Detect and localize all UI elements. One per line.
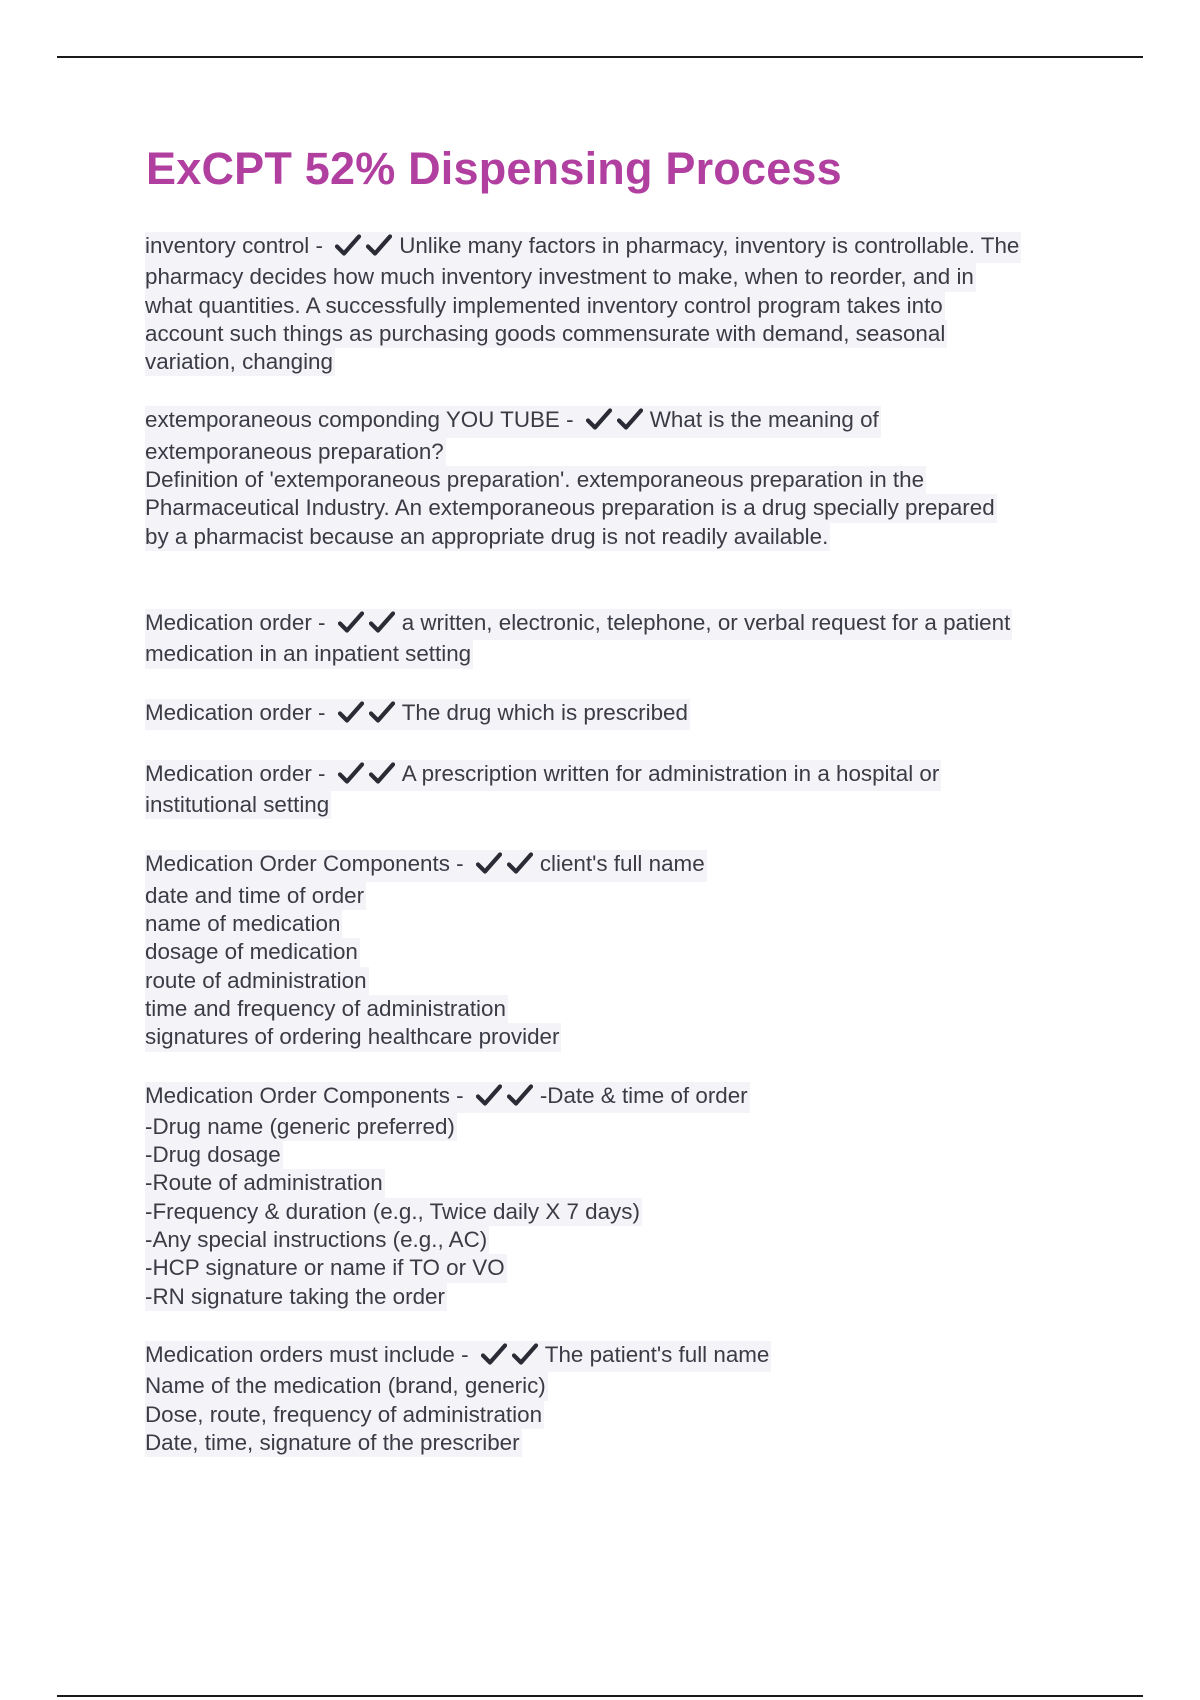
check-mark-icon bbox=[512, 1343, 538, 1365]
flashcard-entry bbox=[145, 1082, 1085, 1311]
line-highlight bbox=[145, 263, 976, 291]
line-highlight bbox=[145, 967, 369, 995]
entry-line bbox=[145, 850, 1085, 881]
entry-definition: -HCP signature or name if TO or VO bbox=[145, 1255, 505, 1281]
line-highlight bbox=[145, 1283, 447, 1311]
entry-definition: -Frequency & duration (e.g., Twice daily X 7 days) bbox=[145, 1198, 640, 1224]
entry-definition: extemporaneous preparation? bbox=[145, 438, 444, 464]
entry-term: Medication order bbox=[145, 609, 312, 635]
entry-line bbox=[145, 1198, 1085, 1226]
entry-line bbox=[145, 320, 1085, 348]
flashcard-entry bbox=[145, 699, 1085, 730]
flashcard-entry bbox=[145, 406, 1085, 550]
entry-line bbox=[145, 1341, 1085, 1372]
entry-definition: by a pharmacist because an appropriate drug is not readily available. bbox=[145, 523, 829, 549]
entry-term: Medication order bbox=[145, 699, 312, 725]
entry-term: Medication Order Components bbox=[145, 1082, 450, 1108]
entry-definition: The patient's full name bbox=[544, 1341, 770, 1367]
entry-separator: - bbox=[309, 233, 330, 258]
entry-definition: The drug which is prescribed bbox=[401, 699, 688, 725]
line-highlight bbox=[145, 1429, 522, 1457]
line-highlight bbox=[145, 466, 926, 494]
entry-line bbox=[145, 466, 1085, 494]
entry-line bbox=[145, 791, 1085, 819]
entry-term: Medication orders must include bbox=[145, 1341, 455, 1367]
line-highlight bbox=[145, 523, 830, 551]
answer-checks bbox=[335, 234, 397, 263]
entry-line bbox=[145, 1169, 1085, 1197]
entry-definition: time and frequency of administration bbox=[145, 995, 506, 1021]
line-highlight bbox=[145, 609, 1012, 640]
entry-definition: Pharmaceutical Industry. An extemporaneous preparation is a drug specially prepared bbox=[145, 495, 995, 521]
entry-separator: - bbox=[454, 1341, 475, 1367]
entry-definition: pharmacy decides how much inventory investment to make, when to reorder, and in bbox=[145, 264, 974, 290]
line-highlight bbox=[145, 791, 331, 819]
line-highlight bbox=[145, 910, 342, 938]
footer-divider bbox=[57, 1695, 1143, 1697]
entry-line bbox=[145, 910, 1085, 938]
check-mark-icon bbox=[338, 611, 364, 633]
line-highlight bbox=[145, 1341, 771, 1372]
entry-definition: Dose, route, frequency of administration bbox=[145, 1401, 543, 1427]
line-highlight bbox=[145, 1141, 283, 1169]
line-highlight bbox=[145, 1082, 750, 1113]
line-highlight bbox=[145, 292, 945, 320]
entry-line bbox=[145, 438, 1085, 466]
entry-line bbox=[145, 1372, 1085, 1400]
line-highlight bbox=[145, 1226, 489, 1254]
entry-definition: institutional setting bbox=[145, 792, 330, 818]
entry-separator: - bbox=[311, 760, 332, 786]
entry-definition: signatures of ordering healthcare provider bbox=[145, 1024, 560, 1050]
line-highlight bbox=[145, 348, 335, 376]
line-highlight bbox=[145, 320, 947, 348]
answer-checks bbox=[338, 762, 400, 791]
entry-term: Medication order bbox=[145, 760, 312, 786]
entry-definition: What is the meaning of bbox=[649, 407, 879, 433]
entry-definition: date and time of order bbox=[145, 882, 365, 908]
entry-line bbox=[145, 1141, 1085, 1169]
entry-definition: -RN signature taking the order bbox=[145, 1283, 445, 1309]
line-highlight bbox=[145, 1023, 561, 1051]
check-mark-icon bbox=[476, 852, 502, 874]
flashcard-list bbox=[145, 232, 1085, 1457]
check-mark-icon bbox=[617, 408, 643, 430]
entry-separator: - bbox=[559, 407, 580, 433]
entry-line bbox=[145, 760, 1085, 791]
entry-term: inventory control bbox=[145, 233, 310, 258]
line-highlight bbox=[145, 699, 690, 730]
check-mark-icon bbox=[481, 1343, 507, 1365]
entry-term: Medication Order Components bbox=[145, 851, 450, 877]
entry-separator: - bbox=[449, 1082, 470, 1108]
entry-definition: dosage of medication bbox=[145, 939, 358, 965]
flashcard-entry bbox=[145, 760, 1085, 820]
line-highlight bbox=[145, 494, 997, 522]
line-highlight bbox=[145, 1401, 544, 1429]
line-highlight bbox=[145, 760, 941, 791]
answer-checks bbox=[338, 701, 400, 730]
entry-definition: -Drug name (generic preferred) bbox=[145, 1113, 455, 1139]
entry-definition: medication in an inpatient setting bbox=[145, 641, 472, 667]
entry-definition: -Drug dosage bbox=[145, 1142, 281, 1168]
entry-definition: variation, changing bbox=[145, 349, 333, 375]
check-mark-icon bbox=[369, 611, 395, 633]
answer-checks bbox=[338, 611, 400, 640]
flashcard-entry bbox=[145, 1341, 1085, 1457]
line-highlight bbox=[145, 640, 473, 668]
entry-separator: - bbox=[449, 851, 470, 877]
entry-definition: Definition of 'extemporaneous preparation'. extemporaneous preparation in the bbox=[145, 467, 925, 493]
answer-checks bbox=[476, 852, 538, 881]
entry-line bbox=[145, 292, 1085, 320]
line-highlight bbox=[145, 232, 1021, 263]
entry-separator: - bbox=[311, 609, 332, 635]
check-mark-icon bbox=[338, 701, 364, 723]
answer-checks bbox=[481, 1343, 543, 1372]
flashcard-entry bbox=[145, 850, 1085, 1051]
entry-definition: -Route of administration bbox=[145, 1170, 383, 1196]
line-highlight bbox=[145, 850, 707, 881]
check-mark-icon bbox=[586, 408, 612, 430]
entry-line bbox=[145, 1082, 1085, 1113]
entry-line bbox=[145, 1283, 1085, 1311]
entry-definition: account such things as purchasing goods commensurate with demand, seasonal bbox=[145, 320, 946, 346]
entry-line bbox=[145, 263, 1085, 291]
entry-line bbox=[145, 523, 1085, 551]
answer-checks bbox=[476, 1084, 538, 1113]
entry-definition: Name of the medication (brand, generic) bbox=[145, 1373, 546, 1399]
entry-definition: client's full name bbox=[539, 851, 705, 877]
check-mark-icon bbox=[369, 701, 395, 723]
line-highlight bbox=[145, 995, 508, 1023]
entry-line bbox=[145, 494, 1085, 522]
entry-line bbox=[145, 406, 1085, 437]
check-mark-icon bbox=[335, 234, 361, 256]
entry-separator: - bbox=[311, 699, 332, 725]
entry-line bbox=[145, 967, 1085, 995]
line-highlight bbox=[145, 1372, 548, 1400]
entry-definition: -Any special instructions (e.g., AC) bbox=[145, 1227, 488, 1253]
check-mark-icon bbox=[476, 1084, 502, 1106]
line-highlight bbox=[145, 1254, 507, 1282]
entry-line bbox=[145, 1429, 1085, 1457]
line-highlight bbox=[145, 406, 881, 437]
line-highlight bbox=[145, 938, 360, 966]
entry-definition: name of medication bbox=[145, 911, 341, 937]
entry-line bbox=[145, 1113, 1085, 1141]
entry-line bbox=[145, 1401, 1085, 1429]
entry-line bbox=[145, 1226, 1085, 1254]
line-highlight bbox=[145, 1113, 457, 1141]
check-mark-icon bbox=[369, 762, 395, 784]
entry-definition: -Date & time of order bbox=[539, 1082, 748, 1108]
entry-line bbox=[145, 1023, 1085, 1051]
entry-line bbox=[145, 348, 1085, 376]
entry-definition: route of administration bbox=[145, 967, 367, 993]
document-title: ExCPT 52% Dispensing Process bbox=[146, 143, 842, 194]
header-divider bbox=[57, 56, 1143, 58]
flashcard-entry bbox=[145, 232, 1085, 376]
entry-definition: Date, time, signature of the prescriber bbox=[145, 1429, 520, 1455]
entry-line bbox=[145, 699, 1085, 730]
entry-term: extemporaneous componding YOU TUBE bbox=[145, 407, 560, 433]
entry-definition: A prescription written for administration in a hospital or bbox=[401, 760, 940, 786]
entry-definition: a written, electronic, telephone, or verbal request for a patient bbox=[401, 609, 1011, 635]
check-mark-icon bbox=[366, 234, 392, 256]
line-highlight bbox=[145, 1169, 385, 1197]
entry-definition: what quantities. A successfully implemented inventory control program takes into bbox=[145, 292, 943, 318]
answer-checks bbox=[586, 408, 648, 437]
line-highlight bbox=[145, 1198, 642, 1226]
entry-line bbox=[145, 640, 1085, 668]
entry-line bbox=[145, 882, 1085, 910]
entry-line bbox=[145, 995, 1085, 1023]
entry-line bbox=[145, 1254, 1085, 1282]
entry-line bbox=[145, 232, 1085, 263]
check-mark-icon bbox=[507, 1084, 533, 1106]
check-mark-icon bbox=[338, 762, 364, 784]
flashcard-entry bbox=[145, 609, 1085, 669]
entry-definition: Unlike many factors in pharmacy, inventory is controllable. The bbox=[399, 233, 1020, 258]
entry-line bbox=[145, 609, 1085, 640]
line-highlight bbox=[145, 438, 446, 466]
line-highlight bbox=[145, 882, 366, 910]
check-mark-icon bbox=[507, 852, 533, 874]
entry-line bbox=[145, 938, 1085, 966]
